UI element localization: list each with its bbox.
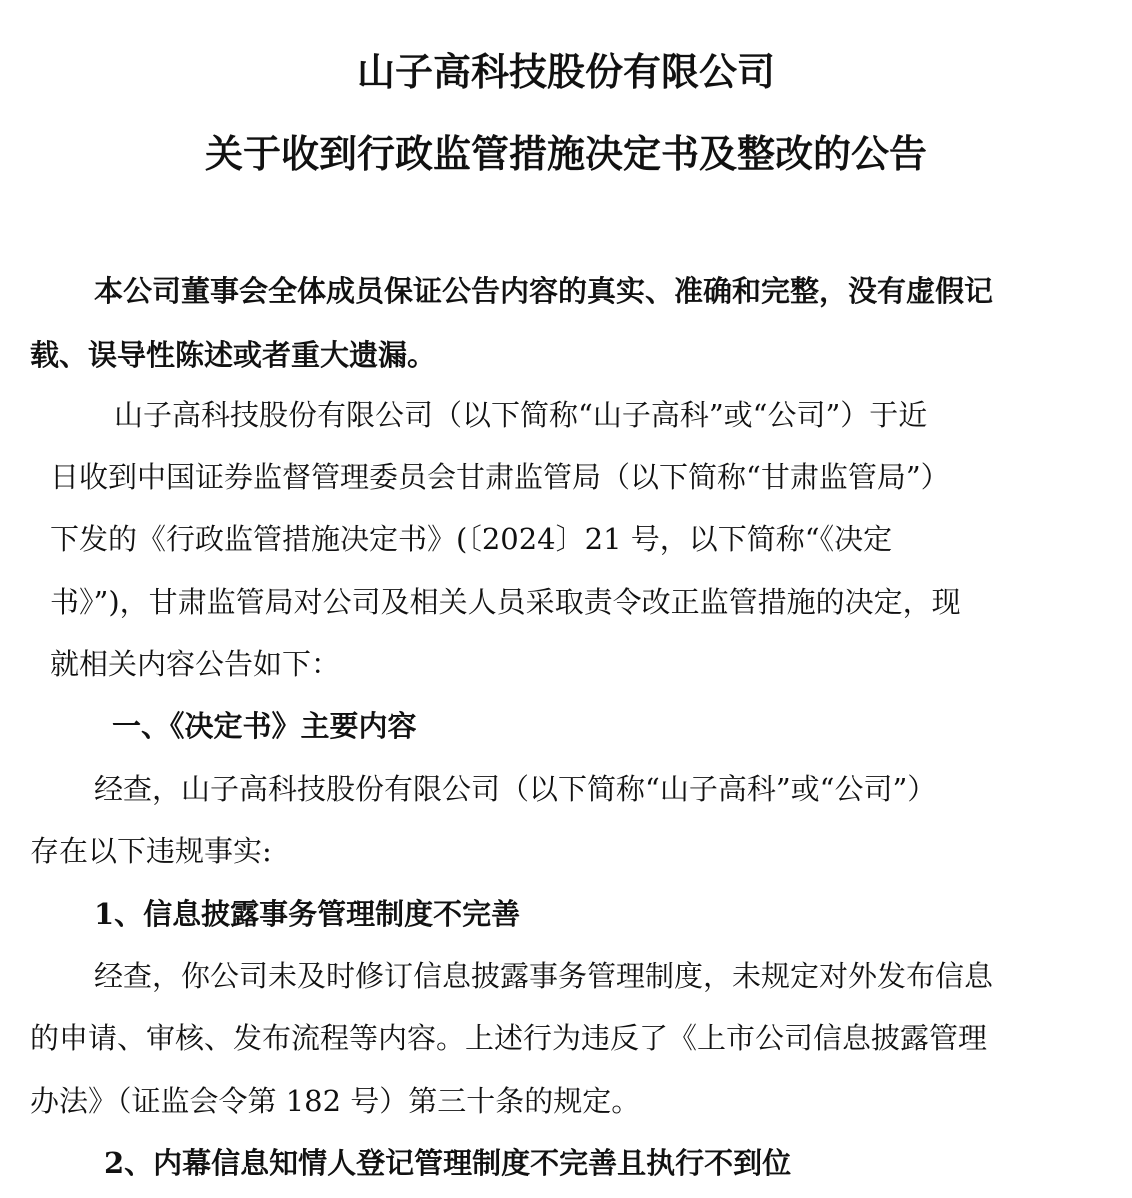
intro-line-3: 下发的《行政监管措施决定书》(〔2024〕21 号，以下简称“《决定 xyxy=(50,522,893,556)
item-1-heading: 1、信息披露事务管理制度不完善 xyxy=(94,897,521,931)
item-1-line-2: 的申请、审核、发布流程等内容。上述行为违反了《上市公司信息披露管理 xyxy=(30,1021,988,1055)
section-1-heading: 一、《决定书》主要内容 xyxy=(112,709,417,743)
intro-line-1: 山子高科技股份有限公司（以下简称“山子高科”或“公司”）于近 xyxy=(114,398,928,432)
intro-line-2: 日收到中国证券监督管理委员会甘肃监管局（以下简称“甘肃监管局”） xyxy=(50,460,950,494)
company-title: 山子高科技股份有限公司 xyxy=(356,49,775,94)
item-2-heading: 2、内幕信息知情人登记管理制度不完善且执行不到位 xyxy=(104,1146,792,1180)
item-1-line-3: 办法》（证监会令第 182 号）第三十条的规定。 xyxy=(30,1084,641,1118)
section-1-para-line-2: 存在以下违规事实: xyxy=(30,834,272,868)
announcement-title: 关于收到行政监管措施决定书及整改的公告 xyxy=(204,131,927,176)
intro-line-4: 书》”)，甘肃监管局对公司及相关人员采取责令改正监管措施的决定，现 xyxy=(50,585,961,619)
disclaimer-line-2: 载、误导性陈述或者重大遗漏。 xyxy=(30,338,437,372)
disclaimer-line-1: 本公司董事会全体成员保证公告内容的真实、准确和完整，没有虚假记 xyxy=(94,274,994,308)
intro-line-5: 就相关内容公告如下： xyxy=(50,647,341,681)
item-1-line-1: 经查，你公司未及时修订信息披露事务管理制度，未规定对外发布信息 xyxy=(94,959,994,993)
section-1-para-line-1: 经查，山子高科技股份有限公司（以下简称“山子高科”或“公司”） xyxy=(94,772,937,806)
